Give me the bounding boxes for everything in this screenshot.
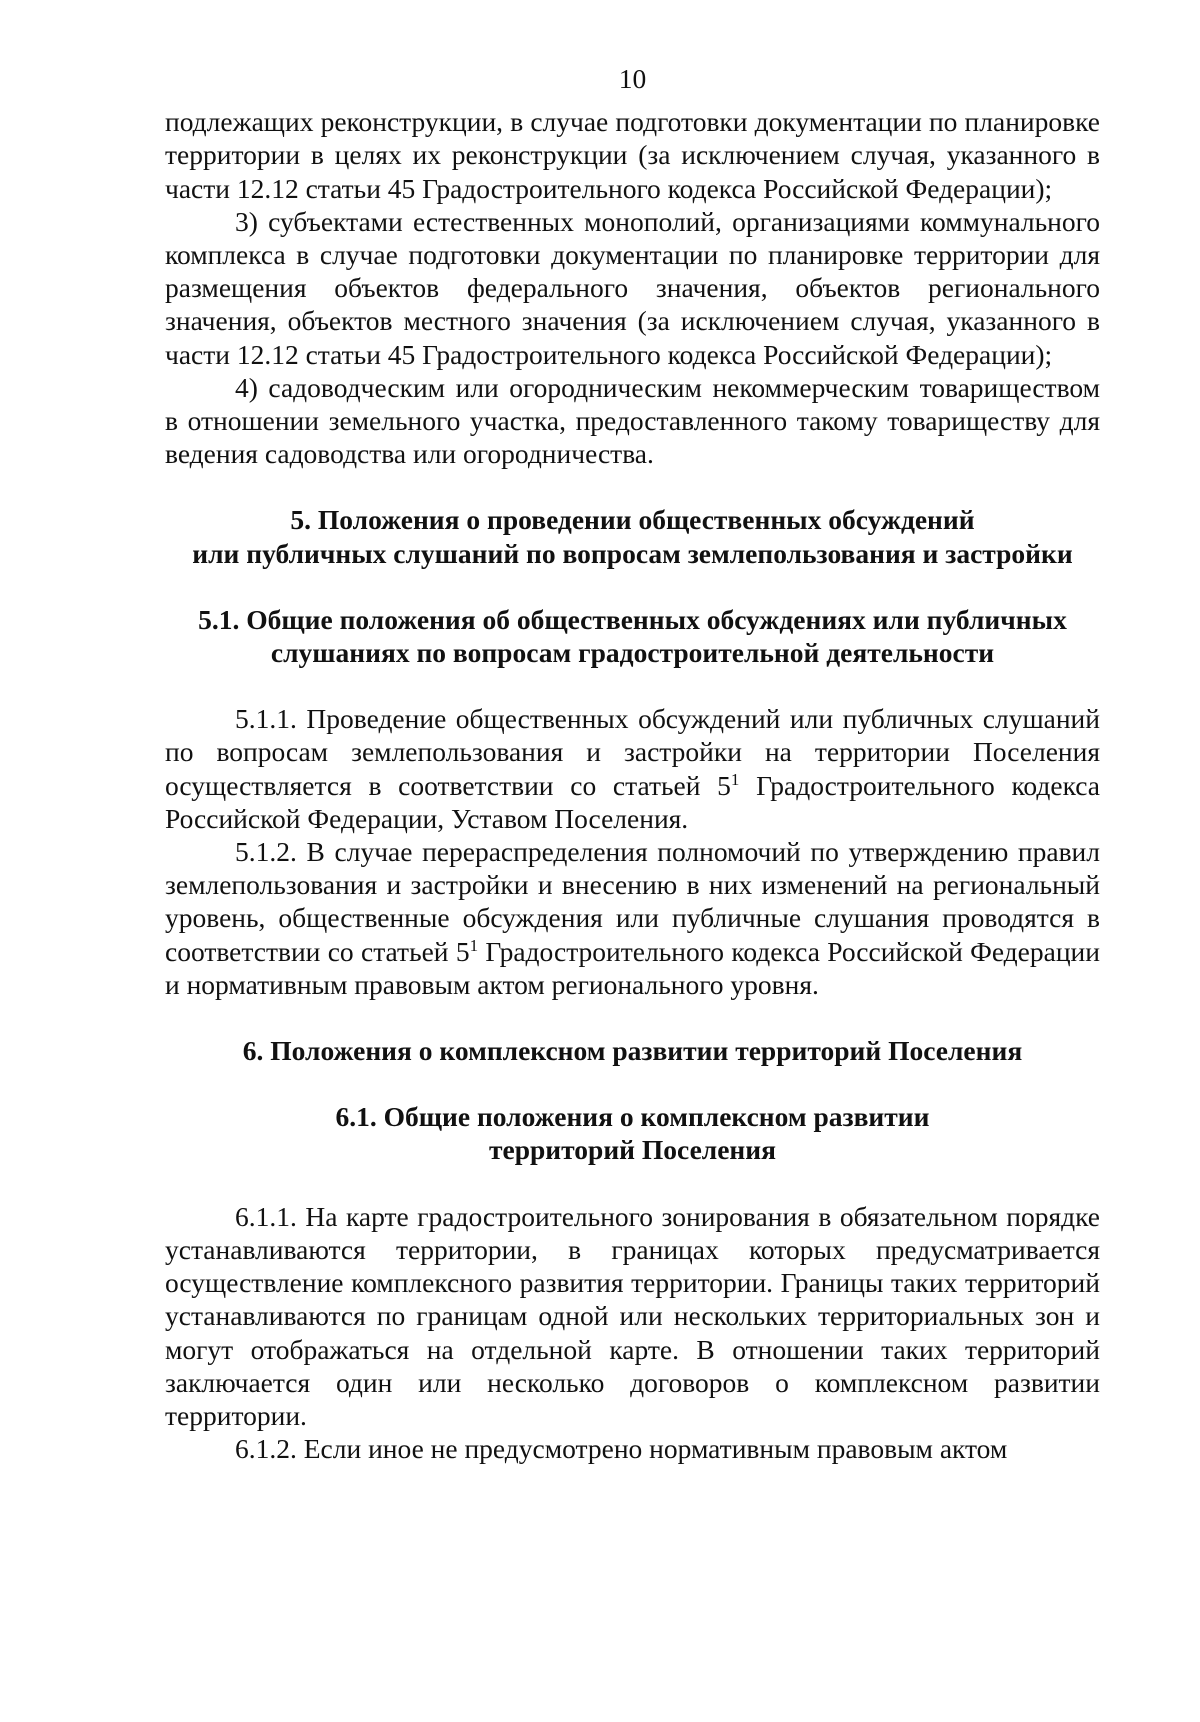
superscript-1: 1 — [730, 769, 740, 789]
section-5-heading-line-2: или публичных слушаний по вопросам землепользования и застройки — [192, 537, 1073, 569]
section-5-1-heading — [165, 603, 1100, 669]
paragraph-item-3: 3) субъектами естественных монополий, организациями коммунального комплекса в случае подготовки документации по планировке территории для размещения объектов федерального значения, объектов регионального значения, объектов местного значения (за исключением случая, указанного в части 12.12 статьи 45 Градостроительного кодекса Российской Федерации); — [165, 205, 1100, 370]
document-page — [165, 62, 1100, 1465]
paragraph-5-1-2-text-end: Градостроительного кодекса Российской Федерации и нормативным правовым актом регионального уровня. — [165, 935, 1100, 1000]
section-5-1-heading-line-1: 5.1. Общие положения об общественных обсуждениях или публичных — [198, 603, 1067, 635]
section-6-1-heading-line-2: территорий Поселения — [489, 1134, 776, 1166]
paragraph-5-1-1-text-end: Градостроительного кодекса Российской Федерации, Уставом Поселения. — [165, 769, 1100, 834]
paragraph-continuation: подлежащих реконструкции, в случае подготовки документации по планировке территории в целях их реконструкции (за исключением случая, указанного в части 12.12 статьи 45 Градостроительного кодекса Российской Федерации); — [165, 106, 1100, 204]
section-6-1-heading — [165, 1100, 1100, 1166]
paragraph-6-1-2: 6.1.2. Если иное не предусмотрено нормативным правовым актом — [235, 1433, 1008, 1465]
paragraph-item-4: 4) садоводческим или огородническим некоммерческим товариществом в отношении земельного участка, предоставленного такому товариществу для ведения садоводства или огородничества. — [165, 371, 1100, 470]
section-5-heading-line-1: 5. Положения о проведении общественных обсуждений — [290, 504, 975, 536]
superscript-1: 1 — [469, 935, 479, 955]
paragraph-5-1-1 — [165, 702, 1100, 835]
paragraph-5-1-2-text: 5.1.2. В случае перераспределения полномочий по утверждению правил землепользования и застройки и внесению в них изменений на региональный уровень, общественные обсуждения или публичные слушания проводятся в соответствии со статьей 5 — [165, 836, 1100, 967]
section-5-1-heading-line-2: слушаниях по вопросам градостроительной деятельности — [270, 637, 995, 669]
section-6-1-heading-line-1: 6.1. Общие положения о комплексном развитии — [335, 1101, 930, 1133]
page-number: 10 — [618, 63, 647, 94]
paragraph-5-1-1-text: 5.1.1. Проведение общественных обсуждений или публичных слушаний по вопросам землепользования и застройки на территории Поселения осуществляется в соответствии со статьей 5 — [165, 703, 1100, 801]
section-5-heading — [165, 503, 1100, 569]
paragraph-6-1-1: 6.1.1. На карте градостроительного зонирования в обязательном порядке устанавливаются территории, в границах которых предусматривается осуществление комплексного развития территории. Границы таких территорий устанавливаются по границам одной или нескольких территориальных зон и могут отображаться на отдельной карте. В отношении таких территорий заключается один или несколько договоров о комплексном развитии территории. — [165, 1200, 1100, 1431]
paragraph-5-1-2 — [165, 835, 1100, 1001]
section-6-heading: 6. Положения о комплексном развитии территорий Поселения — [242, 1035, 1023, 1067]
